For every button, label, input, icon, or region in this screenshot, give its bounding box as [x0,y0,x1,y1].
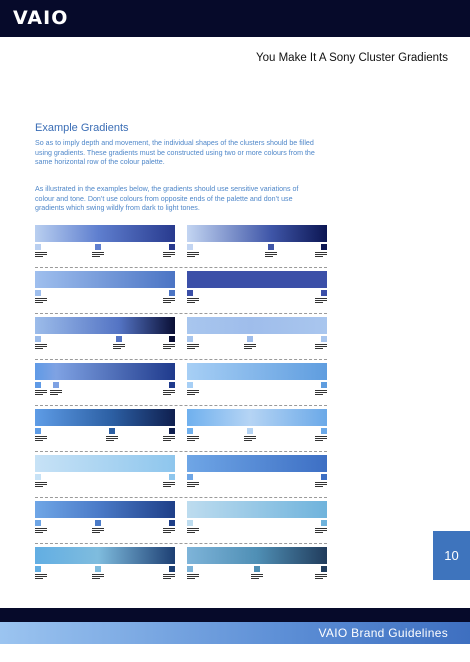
gradient-stop-label [315,344,327,351]
gradient-stop-label [315,574,327,581]
gradient-stop-marker [247,428,253,434]
gradient-bar [187,455,327,472]
page-number: 10 [433,531,470,580]
gradient-swatch [187,225,327,265]
gradient-stop-marker [321,520,327,526]
gradient-stop-label [187,344,199,351]
gradient-stop-marker [169,566,175,572]
gradient-stop-label [92,528,104,535]
gradient-stop-label [35,298,47,305]
gradient-stop-marker [169,290,175,296]
gradient-swatch [35,409,175,449]
gradient-stop-label [163,528,175,535]
gradient-stop-marker [169,474,175,480]
gradient-bar [187,225,327,242]
gradient-stop-label [35,436,47,443]
gradient-stop-marker [187,474,193,480]
gradient-stop-label [315,482,327,489]
gradient-stop-label [163,574,175,581]
gradient-stop-marker [321,382,327,388]
gradient-stop-marker [35,382,41,388]
gradient-examples-grid [35,225,337,585]
gradient-stop-marker [35,336,41,342]
gradient-stop-marker [268,244,274,250]
gradient-stop-label [163,390,175,397]
gradient-stop-marker [247,336,253,342]
gradient-stop-marker [95,244,101,250]
gradient-stop-marker [109,428,115,434]
gradient-swatch [35,455,175,495]
gradient-stop-marker [187,428,193,434]
row-divider [35,543,327,544]
gradient-stop-label [92,252,104,259]
gradient-swatch [35,501,175,541]
gradient-stop-label [187,298,199,305]
gradient-bar [35,455,175,472]
row-divider [35,313,327,314]
gradient-stop-label [187,390,199,397]
gradient-bar [187,363,327,380]
gradient-stop-label [244,436,256,443]
gradient-stop-marker [116,336,122,342]
gradient-bar [35,409,175,426]
gradient-stop-label [187,528,199,535]
section-title: Example Gradients [35,122,129,134]
gradient-stop-marker [187,566,193,572]
footer-band [0,622,470,644]
gradient-stop-marker [187,290,193,296]
gradient-stop-label [113,344,125,351]
gradient-swatch [187,547,327,587]
gradient-swatch [187,501,327,541]
footer-title: VAIO Brand Guidelines [318,626,448,640]
gradient-stop-marker [95,566,101,572]
row-divider [35,497,327,498]
gradient-stop-label [35,252,47,259]
gradient-stop-marker [187,244,193,250]
gradient-stop-label [244,344,256,351]
gradient-stop-label [315,436,327,443]
footer-dark-strip [0,608,470,622]
gradient-bar [35,501,175,518]
gradient-stop-label [315,528,327,535]
gradient-stop-label [35,482,47,489]
gradient-stop-marker [187,520,193,526]
gradient-bar [187,317,327,334]
row-divider [35,359,327,360]
gradient-stop-label [315,252,327,259]
top-bar [0,0,470,37]
gradient-bar [35,363,175,380]
body-paragraph-1: So as to imply depth and movement, the individual shapes of the clusters should be filled using gradients. These gradients must be constructed using two or more colours from the same horizontal row of the colour palette. [35,139,315,166]
gradient-swatch [187,363,327,403]
gradient-swatch [187,317,327,357]
gradient-bar [187,271,327,288]
row-divider [35,451,327,452]
gradient-bar [187,409,327,426]
gradient-stop-marker [169,428,175,434]
gradient-swatch [187,271,327,311]
gradient-stop-marker [35,290,41,296]
gradient-stop-label [35,574,47,581]
gradient-stop-marker [321,428,327,434]
gradient-stop-label [163,436,175,443]
gradient-swatch [35,317,175,357]
gradient-stop-label [163,344,175,351]
gradient-swatch [35,271,175,311]
document-title: You Make It A Sony Cluster Gradients [256,52,448,64]
gradient-stop-marker [187,336,193,342]
gradient-stop-marker [95,520,101,526]
gradient-stop-label [35,390,47,397]
gradient-stop-label [187,436,199,443]
gradient-stop-marker [35,244,41,250]
gradient-stop-marker [169,520,175,526]
gradient-stop-marker [35,474,41,480]
gradient-bar [35,225,175,242]
gradient-stop-label [163,482,175,489]
gradient-stop-label [35,344,47,351]
gradient-stop-marker [321,290,327,296]
gradient-stop-label [187,482,199,489]
gradient-stop-label [251,574,263,581]
gradient-stop-label [50,390,62,397]
body-paragraph-2: As illustrated in the examples below, the gradients should use sensitive variations of colour and tone. Don’t use colours from opposite ends of the palette and don’t use gradients which swing wildly from dark to light tones. [35,185,299,212]
gradient-stop-marker [35,520,41,526]
gradient-stop-marker [321,244,327,250]
gradient-bar [35,271,175,288]
gradient-swatch [35,225,175,265]
gradient-swatch [35,363,175,403]
gradient-stop-label [35,528,47,535]
gradient-swatch [187,455,327,495]
gradient-stop-label [106,436,118,443]
gradient-bar [35,317,175,334]
gradient-stop-marker [53,382,59,388]
vaio-logo: VAIO [13,7,69,29]
gradient-stop-label [315,390,327,397]
gradient-stop-marker [321,474,327,480]
gradient-stop-marker [35,428,41,434]
gradient-stop-marker [169,244,175,250]
gradient-stop-label [187,574,199,581]
gradient-stop-marker [321,566,327,572]
gradient-stop-label [315,298,327,305]
gradient-stop-label [187,252,199,259]
gradient-stop-marker [254,566,260,572]
gradient-stop-marker [169,382,175,388]
gradient-bar [35,547,175,564]
row-divider [35,405,327,406]
gradient-stop-marker [187,382,193,388]
gradient-stop-label [163,252,175,259]
gradient-bar [187,501,327,518]
gradient-stop-label [92,574,104,581]
row-divider [35,267,327,268]
gradient-stop-label [265,252,277,259]
gradient-bar [187,547,327,564]
gradient-swatch [187,409,327,449]
gradient-stop-marker [169,336,175,342]
gradient-stop-label [163,298,175,305]
gradient-stop-marker [321,336,327,342]
gradient-stop-marker [35,566,41,572]
gradient-swatch [35,547,175,587]
